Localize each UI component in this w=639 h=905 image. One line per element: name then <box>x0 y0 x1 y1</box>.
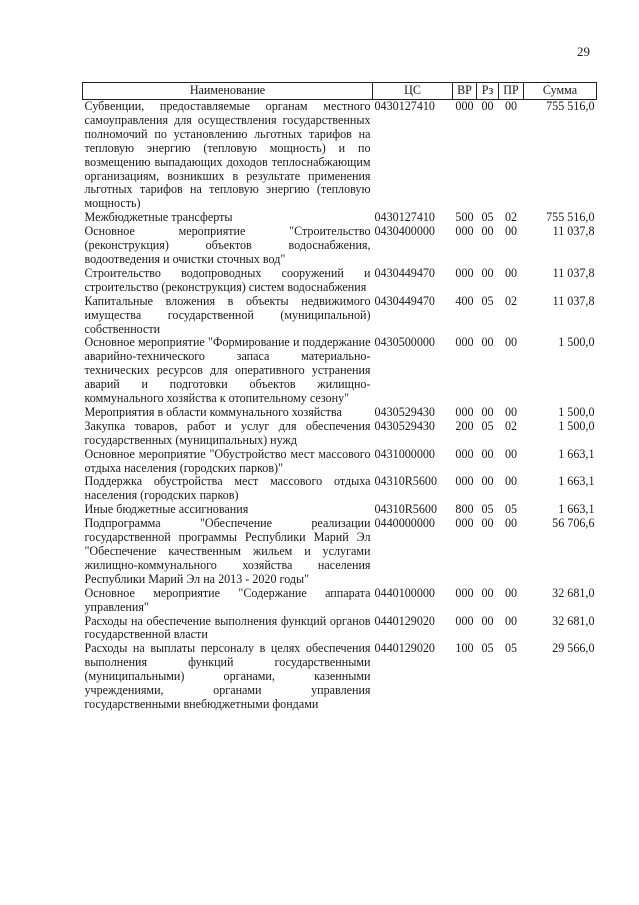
header-vr: ВР <box>453 83 477 100</box>
row-name: Поддержка обустройства мест массового отдыха населения (городских парков) <box>84 474 371 503</box>
row-sum: 32 681,0 <box>552 585 595 600</box>
row-name: Капитальные вложения в объекты недвижимого имущества государственной (муниципальной) собственности <box>84 293 371 336</box>
row-rz: 00 <box>481 99 494 113</box>
row-name: Основное мероприятие "Формирование и поддержание аварийно-технического запаса материально-технических ресурсов для оперативного устранения аварий и подготовки объектов жилищно-коммунального хозяйства к отопительному сезону" <box>84 335 371 406</box>
row-vr: 000 <box>455 585 474 600</box>
row-vr: 000 <box>455 335 474 350</box>
row-rz: 00 <box>481 265 494 280</box>
table-header-row <box>83 83 597 100</box>
table-row <box>83 420 597 448</box>
row-cs: 04310R5600 <box>374 474 437 489</box>
header-cs: ЦС <box>373 83 453 100</box>
row-pr: 00 <box>504 335 518 350</box>
row-vr: 000 <box>455 265 474 280</box>
row-rz: 05 <box>481 210 494 225</box>
row-vr: 100 <box>455 641 474 656</box>
row-rz: 00 <box>481 335 494 350</box>
row-vr: 000 <box>455 474 474 489</box>
row-pr: 00 <box>504 265 518 280</box>
header-sum: Сумма <box>524 83 597 100</box>
table-row <box>83 448 597 476</box>
row-cs: 0430500000 <box>374 335 435 350</box>
row-name: Межбюджетные трансферты <box>84 210 233 225</box>
row-sum: 32 681,0 <box>552 613 595 628</box>
row-sum: 1 500,0 <box>558 404 595 419</box>
page-number: 29 <box>577 44 590 59</box>
row-vr: 000 <box>455 224 474 239</box>
table-row <box>83 100 597 212</box>
row-pr: 05 <box>504 641 518 656</box>
header-rz: Рз <box>477 83 499 100</box>
row-rz: 05 <box>481 418 494 433</box>
row-pr: 00 <box>504 585 518 600</box>
row-pr: 02 <box>504 293 518 308</box>
row-name: Подпрограмма "Обеспечение реализации государственной программы Республики Марий Эл "Обеспечение качественным жильем и услугами жилищно-коммунального хозяйства населения Республики Марий Эл на 2013 - 2020 годы" <box>84 516 371 586</box>
row-vr: 400 <box>455 293 474 308</box>
table-row <box>83 295 597 337</box>
row-vr: 000 <box>455 446 474 461</box>
row-pr: 00 <box>504 224 518 239</box>
row-sum: 11 037,8 <box>552 265 595 280</box>
row-cs: 0440000000 <box>374 516 435 531</box>
row-vr: 800 <box>455 502 474 517</box>
budget-table <box>82 82 597 712</box>
table-row <box>83 267 597 295</box>
header-name: Наименование <box>83 83 373 100</box>
row-name: Иные бюджетные ассигнования <box>84 502 249 517</box>
row-rz: 00 <box>481 516 494 531</box>
row-rz: 05 <box>481 293 494 308</box>
table-row <box>83 336 597 406</box>
row-cs: 0430449470 <box>374 265 435 280</box>
row-cs: 0431000000 <box>374 446 435 461</box>
row-cs: 0440129020 <box>374 641 435 656</box>
table-row <box>83 225 597 267</box>
row-cs: 0430127410 <box>374 210 435 225</box>
row-vr: 000 <box>455 516 474 531</box>
row-cs: 0430127410 <box>374 99 435 113</box>
header-pr: ПР <box>499 83 524 100</box>
row-name: Закупка товаров, работ и услуг для обеспечения государственных (муниципальных) нужд <box>84 418 371 447</box>
row-sum: 755 516,0 <box>546 99 595 113</box>
row-rz: 00 <box>481 585 494 600</box>
row-pr: 00 <box>504 404 518 419</box>
row-vr: 500 <box>455 210 474 225</box>
table-row <box>83 642 597 712</box>
row-sum: 1 663,1 <box>558 446 595 461</box>
row-sum: 56 706,6 <box>552 516 595 531</box>
row-name: Основное мероприятие "Обустройство мест массового отдыха населения (городских парков)" <box>84 446 371 475</box>
row-rz: 00 <box>481 404 494 419</box>
row-pr: 02 <box>504 418 518 433</box>
row-vr: 200 <box>455 418 474 433</box>
row-rz: 00 <box>481 446 494 461</box>
row-sum: 1 500,0 <box>558 335 595 350</box>
row-cs: 0430449470 <box>374 293 435 308</box>
row-vr: 000 <box>455 613 474 628</box>
table-row <box>83 406 597 420</box>
row-name: Мероприятия в области коммунального хозяйства <box>84 404 342 419</box>
row-pr: 02 <box>504 210 518 225</box>
row-cs: 0430529430 <box>374 404 435 419</box>
table-row <box>83 503 597 517</box>
row-rz: 00 <box>481 224 494 239</box>
row-name: Субвенции, предоставляемые органам местного самоуправления для осуществления государственных полномочий по установлению льготных тарифов на тепловую энергию (тепловую мощность) и по возмещению выпадающих доходов теплоснабжающим организациям, возникших в результате применения льготных тарифов на тепловую энергию (тепловую мощность) <box>84 99 371 211</box>
table-row <box>83 615 597 643</box>
row-rz: 00 <box>481 613 494 628</box>
row-cs: 0430400000 <box>374 224 435 239</box>
table-row <box>83 587 597 615</box>
row-sum: 11 037,8 <box>552 224 595 239</box>
row-name: Основное мероприятие "Содержание аппарата управления" <box>84 585 371 614</box>
table-row <box>83 517 597 587</box>
row-pr: 00 <box>504 446 518 461</box>
row-rz: 00 <box>481 474 494 489</box>
row-name: Строительство водопроводных сооружений и строительство (реконструкция) систем водоснабжения <box>84 265 371 294</box>
row-sum: 755 516,0 <box>546 210 595 225</box>
row-rz: 05 <box>481 641 494 656</box>
row-pr: 00 <box>504 474 518 489</box>
table-body <box>83 100 597 712</box>
row-vr: 000 <box>455 404 474 419</box>
row-sum: 1 663,1 <box>558 502 595 517</box>
row-vr: 000 <box>455 99 474 113</box>
row-cs: 0440100000 <box>374 585 435 600</box>
table-row <box>83 475 597 503</box>
row-pr: 00 <box>504 516 518 531</box>
row-sum: 29 566,0 <box>552 641 595 656</box>
row-cs: 0430529430 <box>374 418 435 433</box>
row-rz: 05 <box>481 502 494 517</box>
row-cs: 04310R5600 <box>374 502 437 517</box>
row-pr: 00 <box>504 99 518 113</box>
row-sum: 1 663,1 <box>558 474 595 489</box>
row-name: Расходы на обеспечение выполнения функций органов государственной власти <box>84 613 371 642</box>
row-name: Основное мероприятие "Строительство (реконструкция) объектов водоснабжения, водоотведения и очистки сточных вод" <box>84 224 371 266</box>
row-pr: 00 <box>504 613 518 628</box>
row-name: Расходы на выплаты персоналу в целях обеспечения выполнения функций государственными (муниципальными) органами, казенными учреждениями, органами управления государственными внебюджетными фондами <box>84 641 371 711</box>
table-row <box>83 211 597 225</box>
row-pr: 05 <box>504 502 518 517</box>
row-sum: 11 037,8 <box>552 293 595 308</box>
row-cs: 0440129020 <box>374 613 435 628</box>
row-sum: 1 500,0 <box>558 418 595 433</box>
